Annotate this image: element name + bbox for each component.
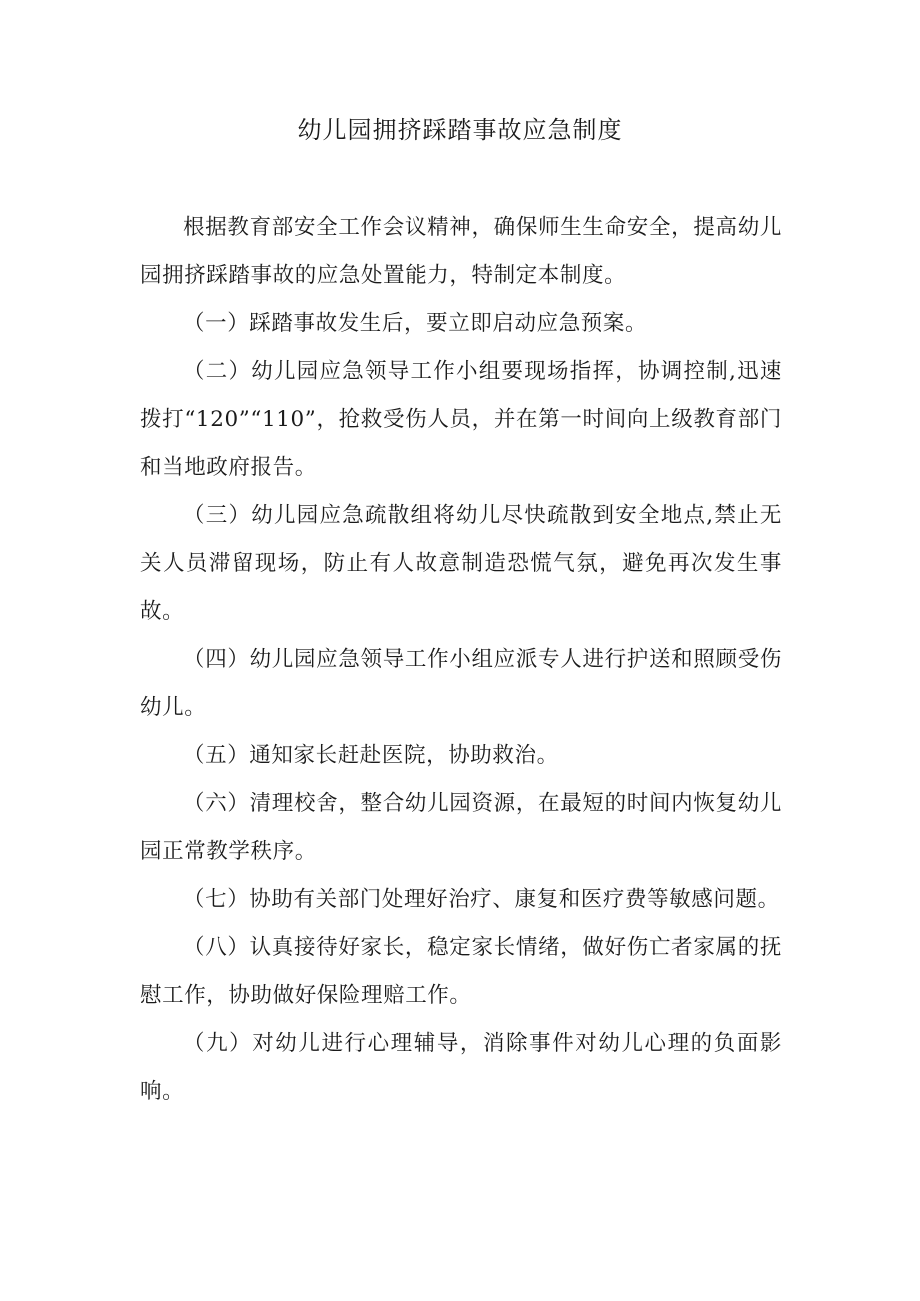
paragraph-item-9: （九）对幼儿进行心理辅导，消除事件对幼儿心理的负面影响。: [140, 1031, 782, 1104]
paragraph-item-3: （三）幼儿园应急疏散组将幼儿尽快疏散到安全地点,禁止无关人员滞留现场，防止有人故意制造恐慌气氛，避免再次发生事故。: [140, 503, 782, 624]
paragraph-item-4: （四）幼儿园应急领导工作小组应派专人进行护送和照顾受伤幼儿。: [140, 647, 782, 720]
document-title: 幼儿园拥挤踩踏事故应急制度: [297, 116, 623, 144]
paragraph-intro: 根据教育部安全工作会议精神，确保师生生命安全，提高幼儿园拥挤踩踏事故的应急处置能力，特制定本制度。: [140, 215, 782, 288]
paragraph-item-1: （一）踩踏事故发生后，要立即启动应急预案。: [183, 311, 648, 336]
paragraph-item-2: （二）幼儿园应急领导工作小组要现场指挥，协调控制,迅速拨打“120”“110”，抢救受伤人员，并在第一时间向上级教育部门和当地政府报告。: [140, 359, 782, 480]
paragraph-item-5: （五）通知家长赶赴医院，协助救治。: [183, 743, 559, 768]
paragraph-item-8: （八）认真接待好家长，稳定家长情绪，做好伤亡者家属的抚慰工作，协助做好保险理赔工作。: [140, 935, 782, 1008]
document-body: [140, 204, 782, 1116]
paragraph-item-6: （六）清理校舍，整合幼儿园资源，在最短的时间内恢复幼儿园正常教学秩序。: [140, 791, 782, 864]
paragraph-item-7: （七）协助有关部门处理好治疗、康复和医疗费等敏感问题。: [183, 887, 780, 912]
